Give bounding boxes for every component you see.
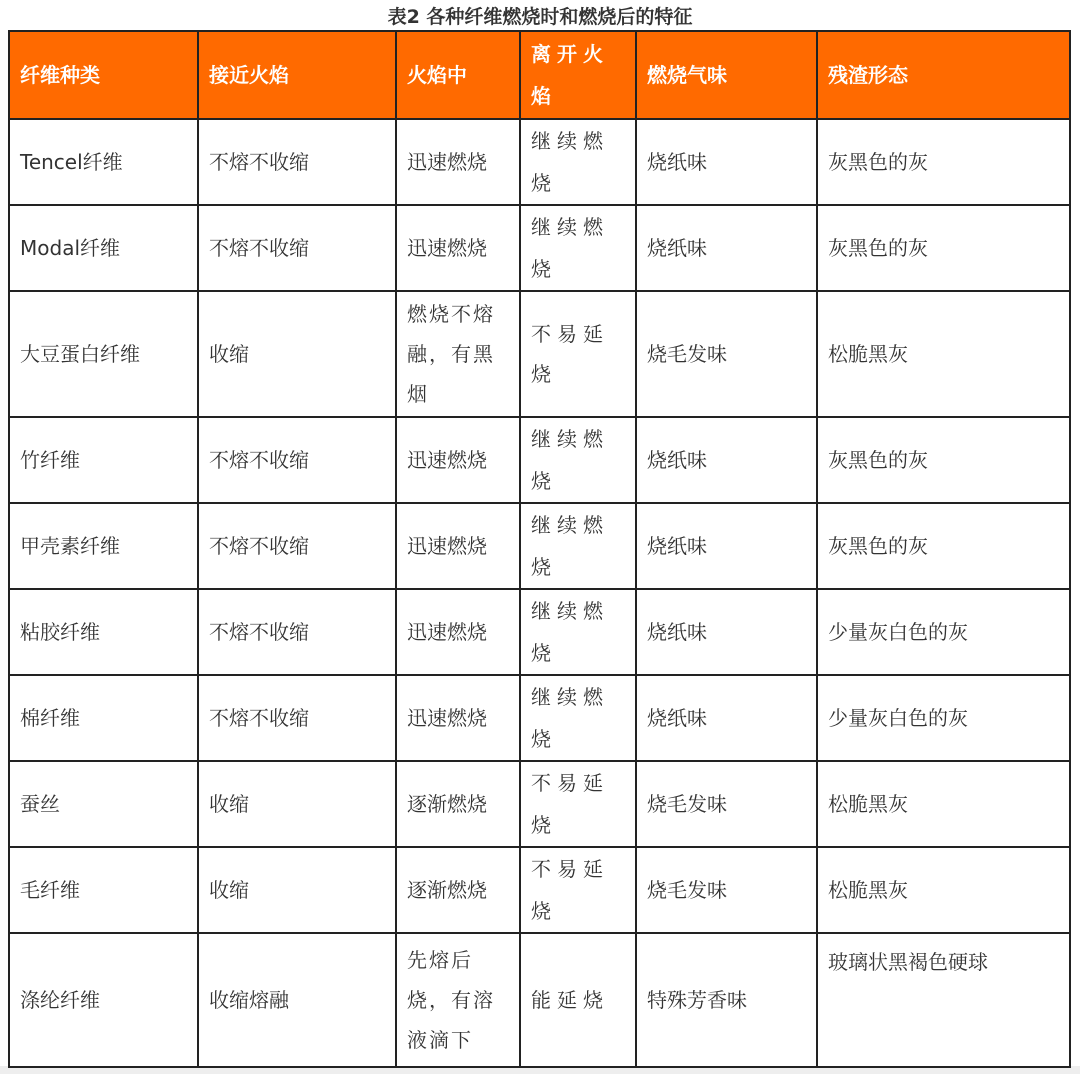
cell-near-flame: 收缩	[198, 847, 396, 933]
cell-fiber-type: Tencel纤维	[9, 119, 198, 205]
table-row	[9, 847, 1070, 933]
cell-residue: 少量灰白色的灰	[817, 589, 1070, 675]
fiber-burning-table	[8, 30, 1071, 1068]
cell-near-flame: 不熔不收缩	[198, 675, 396, 761]
header-near-flame: 接近火焰	[198, 31, 396, 119]
table-title: 表2 各种纤维燃烧时和燃烧后的特征	[387, 6, 693, 28]
cell-in-flame: 先熔后烧，有溶液滴下	[396, 933, 520, 1067]
cell-near-flame: 收缩	[198, 761, 396, 847]
table-row	[9, 933, 1070, 1067]
table-row	[9, 503, 1070, 589]
cell-residue: 玻璃状黑褐色硬球	[817, 933, 1070, 1067]
header-odor: 燃烧气味	[636, 31, 817, 119]
cell-near-flame: 不熔不收缩	[198, 417, 396, 503]
cell-residue: 少量灰白色的灰	[817, 675, 1070, 761]
cell-residue: 松脆黑灰	[817, 291, 1070, 417]
header-leave-flame: 离开火焰	[520, 31, 636, 119]
cell-in-flame: 逐渐燃烧	[396, 761, 520, 847]
cell-fiber-type: Modal纤维	[9, 205, 198, 291]
table-row	[9, 589, 1070, 675]
cell-leave-flame: 继续燃烧	[520, 589, 636, 675]
cell-near-flame: 收缩	[198, 291, 396, 417]
cell-leave-flame: 能延烧	[520, 933, 636, 1067]
cell-fiber-type: 大豆蛋白纤维	[9, 291, 198, 417]
cell-odor: 特殊芳香味	[636, 933, 817, 1067]
cell-odor: 烧纸味	[636, 675, 817, 761]
cell-odor: 烧纸味	[636, 119, 817, 205]
cell-leave-flame: 继续燃烧	[520, 503, 636, 589]
cell-fiber-type: 粘胶纤维	[9, 589, 198, 675]
cell-in-flame: 燃烧不熔融，有黑烟	[396, 291, 520, 417]
cell-odor: 烧纸味	[636, 205, 817, 291]
cell-in-flame: 迅速燃烧	[396, 675, 520, 761]
cell-leave-flame: 继续燃烧	[520, 205, 636, 291]
header-residue: 残渣形态	[817, 31, 1070, 119]
cell-residue: 松脆黑灰	[817, 761, 1070, 847]
table-header-row	[9, 31, 1070, 119]
cell-leave-flame: 不易延烧	[520, 761, 636, 847]
cell-odor: 烧毛发味	[636, 761, 817, 847]
cell-near-flame: 不熔不收缩	[198, 589, 396, 675]
cell-in-flame: 迅速燃烧	[396, 589, 520, 675]
cell-leave-flame: 不易延烧	[520, 291, 636, 417]
cell-fiber-type: 毛纤维	[9, 847, 198, 933]
cell-residue: 灰黑色的灰	[817, 205, 1070, 291]
cell-near-flame: 不熔不收缩	[198, 119, 396, 205]
table-row	[9, 417, 1070, 503]
cell-residue: 灰黑色的灰	[817, 119, 1070, 205]
table-row	[9, 205, 1070, 291]
table-row	[9, 119, 1070, 205]
cell-in-flame: 迅速燃烧	[396, 119, 520, 205]
cell-residue: 灰黑色的灰	[817, 503, 1070, 589]
cell-fiber-type: 甲壳素纤维	[9, 503, 198, 589]
cell-in-flame: 逐渐燃烧	[396, 847, 520, 933]
header-fiber-type: 纤维种类	[9, 31, 198, 119]
cell-in-flame: 迅速燃烧	[396, 503, 520, 589]
cell-leave-flame: 继续燃烧	[520, 119, 636, 205]
cell-residue: 灰黑色的灰	[817, 417, 1070, 503]
cell-in-flame: 迅速燃烧	[396, 205, 520, 291]
cell-odor: 烧毛发味	[636, 291, 817, 417]
cell-near-flame: 不熔不收缩	[198, 503, 396, 589]
table-row	[9, 291, 1070, 417]
cell-fiber-type: 棉纤维	[9, 675, 198, 761]
table-row	[9, 761, 1070, 847]
cell-leave-flame: 继续燃烧	[520, 417, 636, 503]
header-in-flame: 火焰中	[396, 31, 520, 119]
cell-leave-flame: 继续燃烧	[520, 675, 636, 761]
cell-odor: 烧纸味	[636, 589, 817, 675]
cell-fiber-type: 涤纶纤维	[9, 933, 198, 1067]
cell-near-flame: 不熔不收缩	[198, 205, 396, 291]
cell-in-flame: 迅速燃烧	[396, 417, 520, 503]
cell-leave-flame: 不易延烧	[520, 847, 636, 933]
cell-residue: 松脆黑灰	[817, 847, 1070, 933]
cell-odor: 烧纸味	[636, 417, 817, 503]
cell-fiber-type: 竹纤维	[9, 417, 198, 503]
cell-odor: 烧纸味	[636, 503, 817, 589]
table-row	[9, 675, 1070, 761]
cell-fiber-type: 蚕丝	[9, 761, 198, 847]
cell-near-flame: 收缩熔融	[198, 933, 396, 1067]
cell-odor: 烧毛发味	[636, 847, 817, 933]
